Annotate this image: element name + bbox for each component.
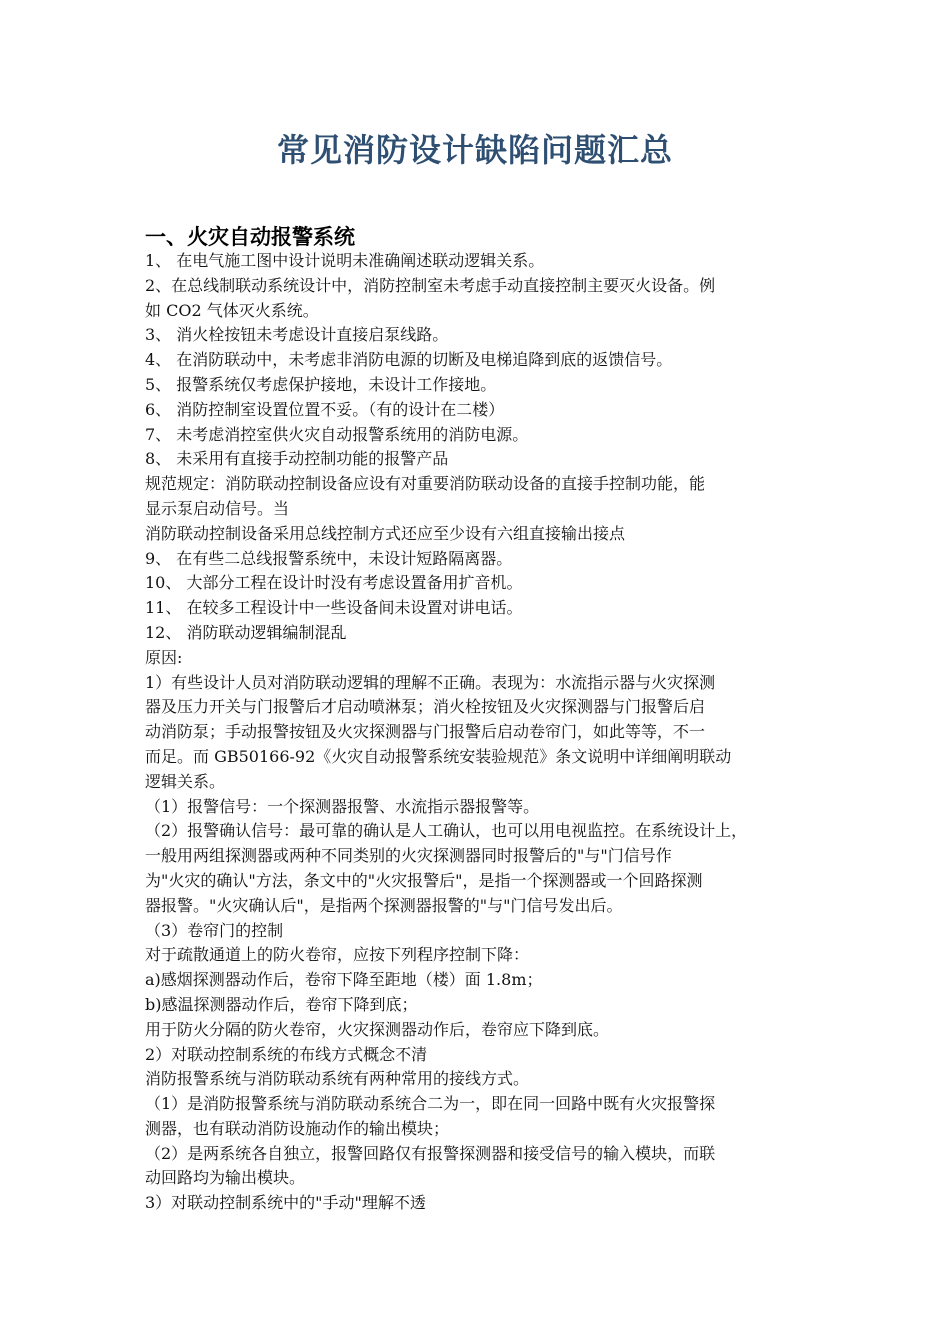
text-line: 测器，也有联动消防设施动作的输出模块； — [145, 1118, 450, 1138]
text-line: 显示泵启动信号。当 — [145, 498, 290, 518]
text-line: 器及压力开关与门报警后才启动喷淋泵；消火栓按钮及火灾探测器与门报警后启 — [145, 697, 706, 717]
text-line: 11、 在较多工程设计中一些设备间未设置对讲电话。 — [145, 598, 523, 618]
text-line: （3）卷帘门的控制 — [145, 920, 284, 940]
text-line: 2、在总线制联动系统设计中，消防控制室未考虑手动直接控制主要灭火设备。例 — [145, 275, 716, 295]
text-line: 如 CO2 气体灭火系统。 — [145, 300, 319, 320]
text-line: （2）是两系统各自独立，报警回路仅有报警探测器和接受信号的输入模块，而联 — [145, 1143, 716, 1163]
text-line: a)感烟探测器动作后，卷帘下降至距地（楼）面 1.8m； — [145, 970, 543, 990]
text-line: （2）报警确认信号：最可靠的确认是人工确认，也可以用电视监控。在系统设计上， — [145, 821, 748, 841]
section-heading: 一、火灾自动报警系统 — [145, 225, 355, 249]
document-title: 常见消防设计缺陷问题汇总 — [276, 131, 673, 169]
text-line: 原因: — [145, 647, 183, 667]
text-line: 消防报警系统与消防联动系统有两种常用的接线方式。 — [145, 1069, 530, 1089]
text-line: 1、 在电气施工图中设计说明未准确阐述联动逻辑关系。 — [145, 251, 545, 270]
text-line: 10、 大部分工程在设计时没有考虑设置备用扩音机。 — [145, 573, 523, 593]
text-line: （1）是消防报警系统与消防联动系统合二为一，即在同一回路中既有火灾报警探 — [145, 1094, 716, 1114]
text-line: 用于防火分隔的防火卷帘，火灾探测器动作后，卷帘应下降到底。 — [145, 1019, 610, 1039]
text-line: b)感温探测器动作后，卷帘下降到底； — [145, 994, 418, 1014]
text-line: 3、 消火栓按钮未考虑设计直接启泵线路。 — [145, 325, 449, 345]
text-line: （1）报警信号：一个探测器报警、水流指示器报警等。 — [145, 796, 540, 816]
text-line: 5、 报警系统仅考虑保护接地，未设计工作接地。 — [145, 374, 497, 394]
text-line: 而足。而 GB50166-92《火灾自动报警系统安装验规范》条文说明中详细阐明联动 — [145, 746, 732, 766]
text-line: 9、 在有些二总线报警系统中，未设计短路隔离器。 — [145, 548, 513, 568]
text-line: 7、 未考虑消控室供火灾自动报警系统用的消防电源。 — [145, 424, 529, 444]
text-line: 6、 消防控制室设置位置不妥。（有的设计在二楼） — [145, 399, 505, 419]
text-line: 规范规定：消防联动控制设备应设有对重要消防联动设备的直接手控制功能，能 — [145, 474, 706, 494]
text-line: 为"火灾的确认"方法，条文中的"火灾报警后"，是指一个探测器或一个回路探测 — [145, 870, 703, 890]
text-line: 3）对联动控制系统中的"手动"理解不透 — [145, 1193, 426, 1213]
text-line: 一般用两组探测器或两种不同类别的火灾探测器同时报警后的"与"门信号作 — [145, 846, 672, 866]
text-line: 逻辑关系。 — [145, 771, 226, 791]
document-body — [145, 249, 815, 1216]
text-line: 动回路均为输出模块。 — [145, 1168, 306, 1188]
text-line: 8、 未采用有直接手动控制功能的报警产品 — [145, 449, 449, 469]
text-line: 12、 消防联动逻辑编制混乱 — [145, 622, 347, 642]
text-line: 器报警。"火灾确认后"，是指两个探测器报警的"与"门信号发出后。 — [145, 895, 623, 915]
text-line: 消防联动控制设备采用总线控制方式还应至少设有六组直接输出接点 — [145, 523, 626, 543]
text-line: 2）对联动控制系统的布线方式概念不清 — [145, 1044, 428, 1064]
text-line: 对于疏散通道上的防火卷帘，应按下列程序控制下降： — [145, 945, 530, 965]
text-line: 4、 在消防联动中，未考虑非消防电源的切断及电梯追降到底的返馈信号。 — [145, 350, 673, 370]
text-line: 1）有些设计人员对消防联动逻辑的理解不正确。表现为：水流指示器与火灾探测 — [145, 672, 716, 692]
text-line: 动消防泵；手动报警按钮及火灾探测器与门报警后启动卷帘门，如此等等，不一 — [145, 722, 706, 742]
